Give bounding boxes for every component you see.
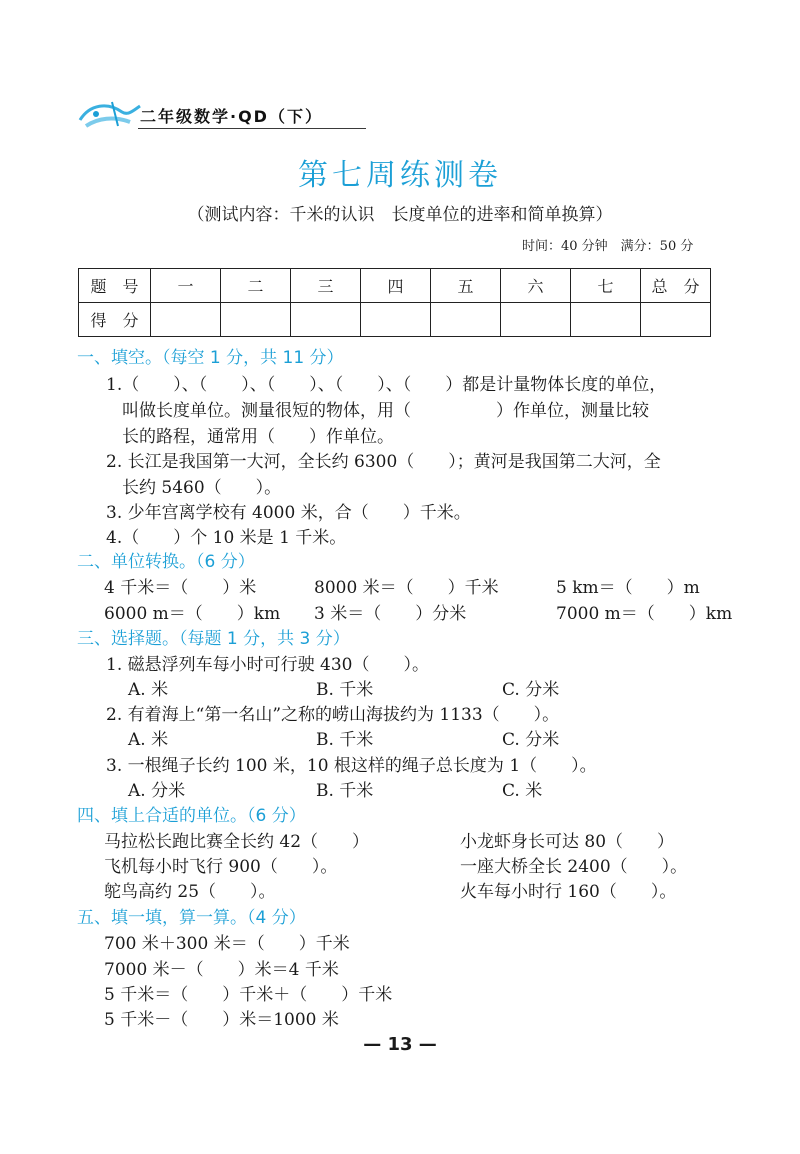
conversion-item: 8000 米＝（ ）千米 — [314, 578, 499, 598]
header-series: 二年级数学·QD（下） — [140, 107, 323, 126]
question-line: 1.（ ）、（ ）、（ ）、（ ）、（ ）都是计量物体长度的单位， — [106, 375, 667, 395]
table-cell: 七 — [571, 269, 641, 303]
time-score-info: 时间：40 分钟 满分：50 分 — [522, 239, 694, 254]
score-input-cell[interactable] — [641, 303, 711, 337]
choice-option: C. 分米 — [502, 730, 560, 750]
conversion-item: 6000 m＝（ ）km — [104, 604, 281, 624]
conversion-item: 5 km＝（ ）m — [556, 578, 700, 598]
table-cell: 二 — [221, 269, 291, 303]
question-line: 3. 少年宫离学校有 4000 米，合（ ）千米。 — [106, 503, 471, 523]
section-title: 二、单位转换。（6 分） — [77, 552, 255, 572]
choice-option: A. 米 — [128, 680, 169, 700]
conversion-item: 3 米＝（ ）分米 — [314, 604, 467, 624]
question-line: 长的路程，通常用（ ）作单位。 — [122, 427, 394, 447]
question-line: 叫做长度单位。测量很短的物体，用（ ）作单位，测量比较 — [122, 401, 649, 421]
unit-item: 火车每小时行 160（ ）。 — [460, 882, 677, 902]
section-title: 五、填一填，算一算。（4 分） — [77, 908, 306, 928]
score-input-cell[interactable] — [291, 303, 361, 337]
question-line: 长约 5460（ ）。 — [122, 478, 282, 498]
page-number: — 13 — — [363, 1034, 437, 1055]
table-cell: 得 分 — [79, 303, 151, 337]
score-input-cell[interactable] — [571, 303, 641, 337]
score-table — [78, 268, 711, 337]
choice-option: A. 米 — [128, 730, 169, 750]
question-line: 2. 长江是我国第一大河，全长约 6300（ ）；黄河是我国第二大河，全 — [106, 452, 661, 472]
question-line: 2. 有着海上“第一名山”之称的崂山海拔约为 1133（ ）。 — [106, 705, 560, 725]
table-cell: 一 — [151, 269, 221, 303]
table-cell: 四 — [361, 269, 431, 303]
conversion-item: 4 千米＝（ ）米 — [104, 578, 257, 598]
choice-option: A. 分米 — [128, 781, 186, 801]
unit-item: 马拉松长跑比赛全长约 42（ ） — [104, 832, 370, 852]
section-title: 三、选择题。（每题 1 分，共 3 分） — [77, 629, 350, 649]
choice-option: B. 千米 — [316, 680, 374, 700]
conversion-item: 7000 m＝（ ）km — [556, 604, 733, 624]
table-cell: 三 — [291, 269, 361, 303]
table-cell: 六 — [501, 269, 571, 303]
header-underline — [138, 128, 366, 129]
choice-option: C. 米 — [502, 781, 543, 801]
score-table-header-row — [79, 269, 711, 303]
table-cell: 总 分 — [641, 269, 711, 303]
unit-item: 一座大桥全长 2400（ ）。 — [460, 857, 688, 877]
question-line: 4.（ ）个 10 米是 1 千米。 — [106, 528, 347, 548]
table-cell: 五 — [431, 269, 501, 303]
score-input-cell[interactable] — [431, 303, 501, 337]
choice-option: C. 分米 — [502, 680, 560, 700]
unit-item: 鸵鸟高约 25（ ）。 — [104, 882, 276, 902]
page-subtitle: （测试内容：千米的认识 长度单位的进率和简单换算） — [187, 205, 613, 225]
choice-option: B. 千米 — [316, 730, 374, 750]
unit-item: 小龙虾身长可达 80（ ） — [460, 832, 675, 852]
section-title: 四、填上合适的单位。（6 分） — [77, 806, 306, 826]
unit-item: 飞机每小时飞行 900（ ）。 — [104, 857, 338, 877]
score-input-cell[interactable] — [501, 303, 571, 337]
score-input-cell[interactable] — [361, 303, 431, 337]
calc-line: 5 千米＝（ ）千米＋（ ）千米 — [104, 985, 393, 1005]
question-line: 3. 一根绳子长约 100 米，10 根这样的绳子总长度为 1（ ）。 — [106, 756, 597, 776]
question-line: 1. 磁悬浮列车每小时可行驶 430（ ）。 — [106, 655, 429, 675]
calc-line: 5 千米－（ ）米＝1000 米 — [104, 1010, 339, 1030]
page-title: 第七周练测卷 — [298, 158, 502, 193]
calc-line: 700 米＋300 米＝（ ）千米 — [104, 934, 350, 954]
calc-line: 7000 米－（ ）米＝4 千米 — [104, 960, 339, 980]
section-title: 一、填空。（每空 1 分，共 11 分） — [77, 348, 344, 368]
score-input-cell[interactable] — [151, 303, 221, 337]
score-table-score-row — [79, 303, 711, 337]
table-cell: 题 号 — [79, 269, 151, 303]
score-input-cell[interactable] — [221, 303, 291, 337]
choice-option: B. 千米 — [316, 781, 374, 801]
